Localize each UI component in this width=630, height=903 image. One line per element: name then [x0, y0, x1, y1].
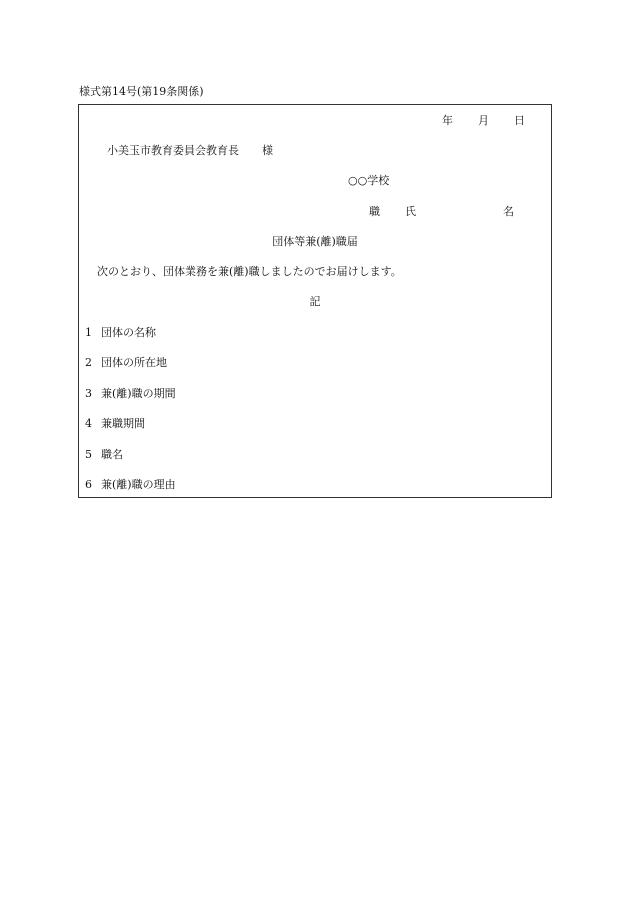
ki-heading: 記: [309, 295, 321, 308]
document-title: 団体等兼(離)職届: [272, 235, 358, 248]
item-label: 職名: [101, 448, 123, 461]
item-number: 2: [85, 356, 92, 369]
school-name: ○○学校: [348, 174, 390, 187]
item-number: 4: [85, 417, 92, 430]
date-month-label: 月: [478, 114, 489, 127]
list-item: [85, 418, 145, 429]
list-item: [85, 449, 123, 460]
list-item: [85, 388, 176, 399]
list-item: [85, 327, 156, 338]
item-number: 6: [85, 478, 92, 491]
item-label: 兼職期間: [101, 417, 145, 430]
name-label-last: 名: [503, 205, 514, 218]
form-number: 様式第14号(第19条関係): [79, 85, 204, 98]
item-number: 5: [85, 448, 92, 461]
name-label-first: 氏: [405, 205, 416, 218]
body-text: 次のとおり、団体業務を兼(離)職しましたのでお届けします。: [97, 265, 402, 278]
addressee-honorific: 様: [262, 144, 273, 157]
date-year-label: 年: [442, 114, 453, 127]
list-item: [85, 357, 167, 368]
item-label: 団体の名称: [101, 326, 156, 339]
item-number: 3: [85, 387, 92, 400]
position-label: 職: [369, 205, 380, 218]
item-number: 1: [85, 326, 92, 339]
date-day-label: 日: [514, 114, 525, 127]
form-body: [78, 104, 552, 498]
item-label: 団体の所在地: [101, 356, 167, 369]
addressee: 小美玉市教育委員会教育長: [107, 144, 239, 157]
item-label: 兼(離)職の理由: [101, 478, 176, 491]
item-label: 兼(離)職の期間: [101, 387, 176, 400]
list-item: [85, 479, 176, 490]
